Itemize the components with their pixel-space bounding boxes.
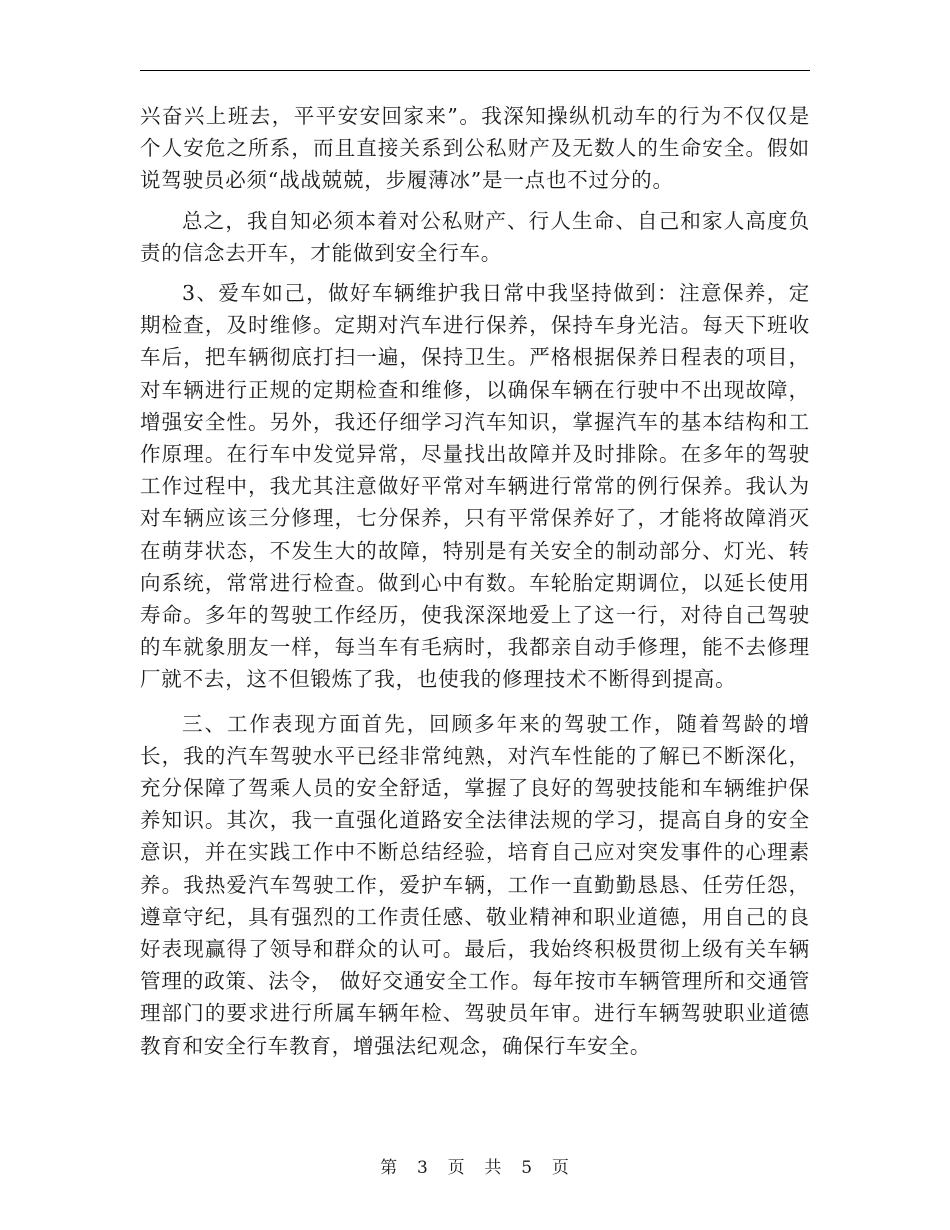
footer-prefix: 第 [380,1158,399,1178]
footer-suffix: 页 [551,1158,570,1178]
footer-total-pages: 5 [521,1158,534,1178]
paragraph-work-performance: 三、工作表现方面首先，回顾多年来的驾驶工作，随着驾龄的增长，我的汽车驾驶水平已经非常纯熟，对汽车性能的了解已不断深化，充分保障了驾乘人员的安全舒适，掌握了良好的驾驶技能和车辆维护保养知识。其次，我一直强化道路安全法律法规的学习，提高自身的安全意识，并在实践工作中不断总结经验，培育自己应对突发事件的心理素养。我热爱汽车驾驶工作，爱护车辆，工作一直勤勤恳恳、任劳任怨，遵章守纪，具有强烈的工作责任感、敬业精神和职业道德，用自己的良好表现赢得了领导和群众的认可。最后，我始终积极贯彻上级有关车辆管理的政策、法令， 做好交通安全工作。每年按市车辆管理所和交通管理部门的要求进行所属车辆年检、驾驶员年审。进行车辆驾驶职业道德教育和安全行车教育，增强法纪观念，确保行车安全。 [140,711,810,1058]
footer-total-word: 共 [484,1158,503,1178]
document-body [140,100,810,1062]
paragraph-continuation: 兴奋兴上班去，平平安安回家来”。我深知操纵机动车的行为不仅仅是个人安危之所系，而且直接关系到公私财产及无数人的生命安全。假如说驾驶员必须“战战兢兢，步履薄冰”是一点也不过分的。 [140,104,810,193]
footer-current-page: 3 [416,1158,429,1178]
paragraph-summary: 总之，我自知必须本着对公私财产、行人生命、自己和家人高度负责的信念去开车，才能做到安全行车。 [140,208,810,265]
page-footer [0,1153,950,1178]
paragraph-vehicle-maintenance: 3、爱车如己，做好车辆维护我日常中我坚持做到：注意保养，定期检查，及时维修。定期对汽车进行保养，保持车身光洁。每天下班收车后，把车辆彻底打扫一遍，保持卫生。严格根据保养日程表的项目，对车辆进行正规的定期检查和维修，以确保车辆在行驶中不出现故障，增强安全性。另外，我还仔细学习汽车知识，掌握汽车的基本结构和工作原理。在行车中发觉异常，尽量找出故障并及时排除。在多年的驾驶工作过程中，我尤其注意做好平常对车辆进行常常的例行保养。我认为对车辆应该三分修理，七分保养，只有平常保养好了，才能将故障消灭在萌芽状态，不发生大的故障，特别是有关安全的制动部分、灯光、转向系统，常常进行检查。做到心中有数。车轮胎定期调位，以延长使用寿命。多年的驾驶工作经历，使我深深地爱上了这一行，对待自己驾驶的车就象朋友一样，每当车有毛病时，我都亲自动手修理，能不去修理厂就不去，这不但锻炼了我，也使我的修理技术不断得到提高。 [140,281,810,692]
header-rule [140,70,810,71]
footer-page-word: 页 [447,1158,466,1178]
